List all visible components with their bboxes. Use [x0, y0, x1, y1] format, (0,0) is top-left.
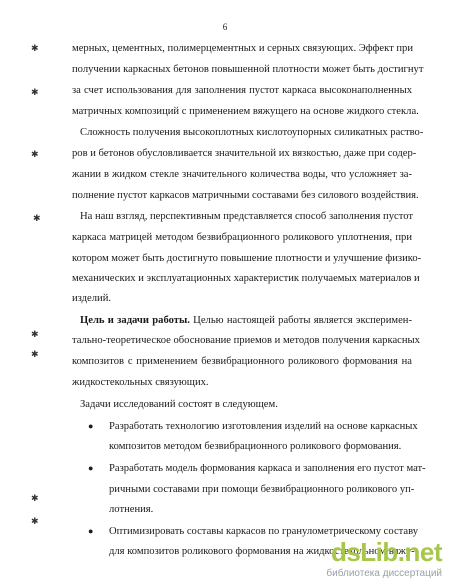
margin-mark: ✱: [31, 350, 39, 360]
margin-mark: ✱: [31, 494, 39, 504]
list-item-line: для композитов роликового формования на жидкостекольном вяжу-: [109, 546, 415, 557]
margin-mark: ✱: [33, 214, 41, 224]
margin-mark: ✱: [31, 517, 39, 527]
watermark: [331, 539, 442, 565]
text-line: тально-теоретическое обоснование приемов и методов получения каркасных: [72, 335, 420, 346]
list-item-line: лотнения.: [109, 504, 154, 515]
bullet-icon: ●: [88, 526, 94, 536]
text-line: жидкостекольных связующих.: [72, 377, 209, 388]
text-line: жании в жидком стекле значительного количества воды, что усложняет за-: [72, 169, 412, 180]
text-line: Задачи исследований состоят в следующем.: [80, 399, 278, 410]
bullet-icon: ●: [88, 463, 94, 473]
text-line: изделий.: [72, 293, 112, 304]
text-line: мерных, цементных, полимерцементных и серных связующих. Эффект при: [72, 43, 414, 54]
list-item-line: Разработать модель формования каркаса и заполнения его пустот мат-: [109, 463, 426, 474]
text-line: композитов с применением безвибрационного роликового формования на: [72, 356, 412, 367]
text-line: На наш взгляд, перспективным представляется способ заполнения пустот: [80, 211, 413, 222]
text-line: каркаса матрицей методом безвибрационного роликового уплотнения, при: [72, 232, 412, 243]
page-number: 6: [222, 22, 228, 32]
margin-mark: ✱: [31, 150, 39, 160]
margin-mark: ✱: [31, 330, 39, 340]
text-line: ров и бетонов обусловливается значительной их вязкостью, даже при содер-: [72, 148, 417, 159]
list-item-line: композитов методом безвибрационного роликового формования.: [109, 441, 402, 452]
goal-text: Целью настоящей работы является эксперимен-: [189, 315, 413, 326]
list-item-line: ричными составами при помощи безвибрационного роликового уп-: [109, 484, 415, 495]
list-item-line: Разработать технологию изготовления изделий на основе каркасных: [109, 421, 418, 432]
text-line: Сложность получения высокоплотных кислотоупорных силикатных раство-: [80, 127, 424, 138]
watermark-logo: dsLib.net: [330, 537, 442, 567]
bullet-icon: ●: [88, 421, 94, 431]
list-item-line: Оптимизировать составы каркасов по гранулометрическому составу: [109, 526, 419, 537]
text-line: котором может быть достигнуто повышение плотности и улучшение физико-: [72, 253, 422, 264]
goal-line: [80, 314, 412, 327]
goal-heading: Цель и задачи работы.: [80, 315, 190, 326]
text-line: получении каркасных бетонов повышенной плотности может быть достигнут: [72, 64, 424, 75]
text-line: матричных композиций с применением вяжущего на основе жидкого стекла.: [72, 106, 419, 117]
margin-mark: ✱: [31, 88, 39, 98]
text-line: за счет использования для заполнения пустот каркаса высоконаполненных: [72, 85, 412, 96]
text-line: механических и эксплуатационных характеристик получаемых материалов и: [72, 273, 420, 284]
text-line: полнение пустот каркасов матричными составами без силового воздействия.: [72, 190, 419, 201]
watermark-subtitle: библиотека диссертаций: [326, 568, 442, 579]
margin-mark: ✱: [31, 44, 39, 54]
